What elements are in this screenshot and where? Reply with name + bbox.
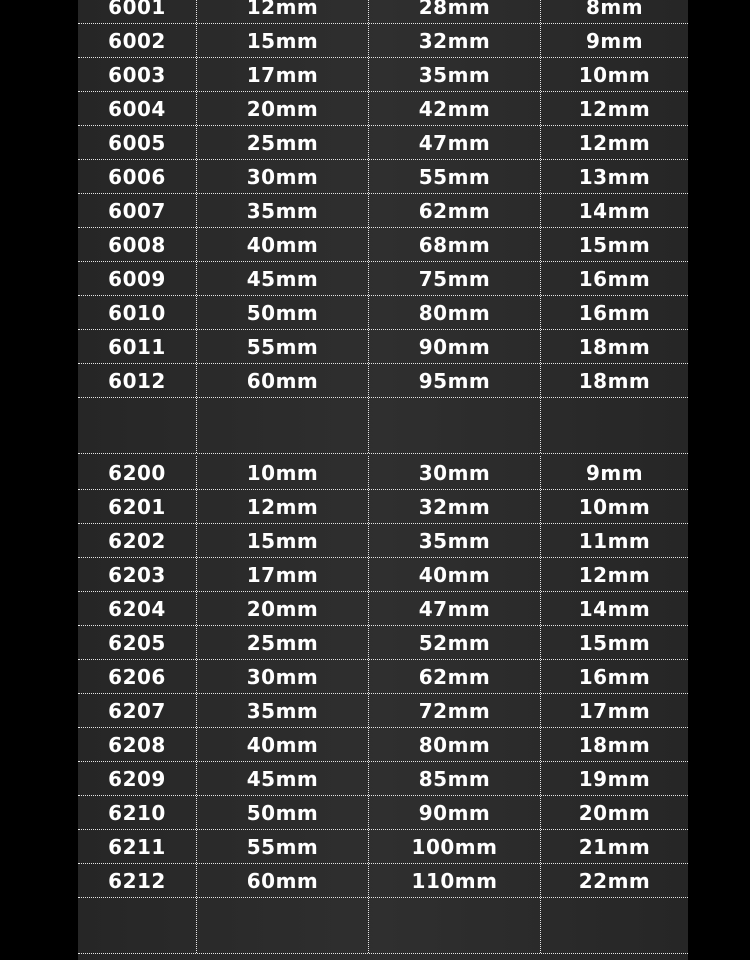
outer-diameter-cell: 47mm (368, 592, 540, 625)
outer-diameter-cell: 100mm (368, 830, 540, 863)
width-cell: 13mm (540, 160, 688, 193)
inner-diameter-cell: 17mm (196, 58, 368, 91)
width-cell: 10mm (540, 490, 688, 523)
model-cell: 6007 (108, 198, 166, 223)
width-cell: 15mm (540, 626, 688, 659)
model-cell: 6205 (108, 630, 166, 655)
table-row (78, 92, 688, 126)
model-cell: 6203 (108, 562, 166, 587)
outer-diameter-cell: 62mm (368, 660, 540, 693)
model-cell: 6008 (108, 232, 166, 257)
table-row (78, 558, 688, 592)
width-cell: 22mm (540, 864, 688, 897)
outer-diameter-cell: 68mm (368, 228, 540, 261)
table-row (78, 796, 688, 830)
model-cell: 6011 (108, 334, 166, 359)
model-cell: 6003 (108, 62, 166, 87)
width-cell: 16mm (540, 660, 688, 693)
model-cell: 6202 (108, 528, 166, 553)
inner-diameter-cell: 35mm (196, 694, 368, 727)
outer-diameter-cell: 62mm (368, 194, 540, 227)
model-cell: 6001 (108, 0, 166, 19)
inner-diameter-cell: 12mm (196, 490, 368, 523)
model-cell: 6200 (108, 460, 166, 485)
table-row (78, 456, 688, 490)
inner-diameter-cell: 30mm (196, 660, 368, 693)
width-cell: 8mm (540, 0, 688, 23)
empty-cell (196, 398, 368, 453)
table-row (78, 762, 688, 796)
width-cell: 16mm (540, 296, 688, 329)
width-cell: 16mm (540, 262, 688, 295)
width-cell: 12mm (540, 126, 688, 159)
table-row (78, 262, 688, 296)
width-cell: 14mm (540, 194, 688, 227)
empty-cell (540, 898, 688, 953)
outer-diameter-cell: 90mm (368, 796, 540, 829)
inner-diameter-cell: 35mm (196, 194, 368, 227)
inner-diameter-cell: 10mm (196, 456, 368, 489)
empty-cell (196, 898, 368, 953)
table-row (78, 330, 688, 364)
table-row (78, 160, 688, 194)
table-row (78, 864, 688, 898)
model-cell: 6208 (108, 732, 166, 757)
inner-diameter-cell: 45mm (196, 762, 368, 795)
model-cell: 6002 (108, 28, 166, 53)
model-cell: 6209 (108, 766, 166, 791)
width-cell: 9mm (540, 456, 688, 489)
table-row (78, 592, 688, 626)
width-cell: 18mm (540, 728, 688, 761)
inner-diameter-cell: 50mm (196, 796, 368, 829)
model-cell: 6210 (108, 800, 166, 825)
model-cell: 6212 (108, 868, 166, 893)
table-row (78, 228, 688, 262)
width-cell: 10mm (540, 58, 688, 91)
table-row (78, 0, 688, 24)
inner-diameter-cell: 40mm (196, 228, 368, 261)
outer-diameter-cell: 52mm (368, 626, 540, 659)
table-row (78, 626, 688, 660)
model-cell: 6009 (108, 266, 166, 291)
outer-diameter-cell: 80mm (368, 296, 540, 329)
model-cell: 6005 (108, 130, 166, 155)
model-cell: 6206 (108, 664, 166, 689)
table-row (78, 694, 688, 728)
table-row (78, 126, 688, 160)
width-cell: 12mm (540, 92, 688, 125)
outer-diameter-cell: 85mm (368, 762, 540, 795)
outer-diameter-cell: 35mm (368, 58, 540, 91)
model-cell: 6207 (108, 698, 166, 723)
outer-diameter-cell: 35mm (368, 524, 540, 557)
width-cell: 18mm (540, 364, 688, 397)
outer-diameter-cell: 30mm (368, 456, 540, 489)
outer-diameter-cell: 40mm (368, 558, 540, 591)
outer-diameter-cell: 55mm (368, 160, 540, 193)
outer-diameter-cell: 110mm (368, 864, 540, 897)
inner-diameter-cell: 55mm (196, 830, 368, 863)
table-row (78, 194, 688, 228)
empty-cell (368, 398, 540, 453)
inner-diameter-cell: 40mm (196, 728, 368, 761)
outer-diameter-cell: 47mm (368, 126, 540, 159)
outer-diameter-cell: 80mm (368, 728, 540, 761)
outer-diameter-cell: 95mm (368, 364, 540, 397)
inner-diameter-cell: 60mm (196, 364, 368, 397)
bearing-spec-sheet (78, 0, 688, 960)
empty-cell (78, 898, 196, 953)
width-cell: 21mm (540, 830, 688, 863)
inner-diameter-cell: 30mm (196, 160, 368, 193)
table-row (78, 58, 688, 92)
outer-diameter-cell: 28mm (368, 0, 540, 23)
empty-cell (540, 398, 688, 453)
outer-diameter-cell: 72mm (368, 694, 540, 727)
width-cell: 20mm (540, 796, 688, 829)
inner-diameter-cell: 20mm (196, 592, 368, 625)
table-row (78, 24, 688, 58)
table-row-spacer (78, 898, 688, 954)
inner-diameter-cell: 12mm (196, 0, 368, 23)
bearing-table-6200-series (78, 456, 688, 954)
inner-diameter-cell: 55mm (196, 330, 368, 363)
table-row (78, 490, 688, 524)
table-row (78, 296, 688, 330)
table-row (78, 660, 688, 694)
model-cell: 6012 (108, 368, 166, 393)
outer-diameter-cell: 90mm (368, 330, 540, 363)
table-row-spacer (78, 398, 688, 454)
inner-diameter-cell: 45mm (196, 262, 368, 295)
width-cell: 14mm (540, 592, 688, 625)
inner-diameter-cell: 15mm (196, 24, 368, 57)
model-cell: 6010 (108, 300, 166, 325)
inner-diameter-cell: 17mm (196, 558, 368, 591)
outer-diameter-cell: 42mm (368, 92, 540, 125)
inner-diameter-cell: 50mm (196, 296, 368, 329)
inner-diameter-cell: 60mm (196, 864, 368, 897)
inner-diameter-cell: 20mm (196, 92, 368, 125)
table-row (78, 364, 688, 398)
outer-diameter-cell: 32mm (368, 490, 540, 523)
model-cell: 6211 (108, 834, 166, 859)
width-cell: 15mm (540, 228, 688, 261)
table-row (78, 830, 688, 864)
width-cell: 19mm (540, 762, 688, 795)
model-cell: 6004 (108, 96, 166, 121)
model-cell: 6006 (108, 164, 166, 189)
inner-diameter-cell: 25mm (196, 126, 368, 159)
inner-diameter-cell: 25mm (196, 626, 368, 659)
table-row (78, 728, 688, 762)
empty-cell (368, 898, 540, 953)
outer-diameter-cell: 32mm (368, 24, 540, 57)
model-cell: 6204 (108, 596, 166, 621)
empty-cell (78, 398, 196, 453)
width-cell: 12mm (540, 558, 688, 591)
table-row (78, 524, 688, 558)
width-cell: 17mm (540, 694, 688, 727)
width-cell: 18mm (540, 330, 688, 363)
bearing-table-6000-series (78, 0, 688, 454)
width-cell: 11mm (540, 524, 688, 557)
inner-diameter-cell: 15mm (196, 524, 368, 557)
width-cell: 9mm (540, 24, 688, 57)
model-cell: 6201 (108, 494, 166, 519)
outer-diameter-cell: 75mm (368, 262, 540, 295)
